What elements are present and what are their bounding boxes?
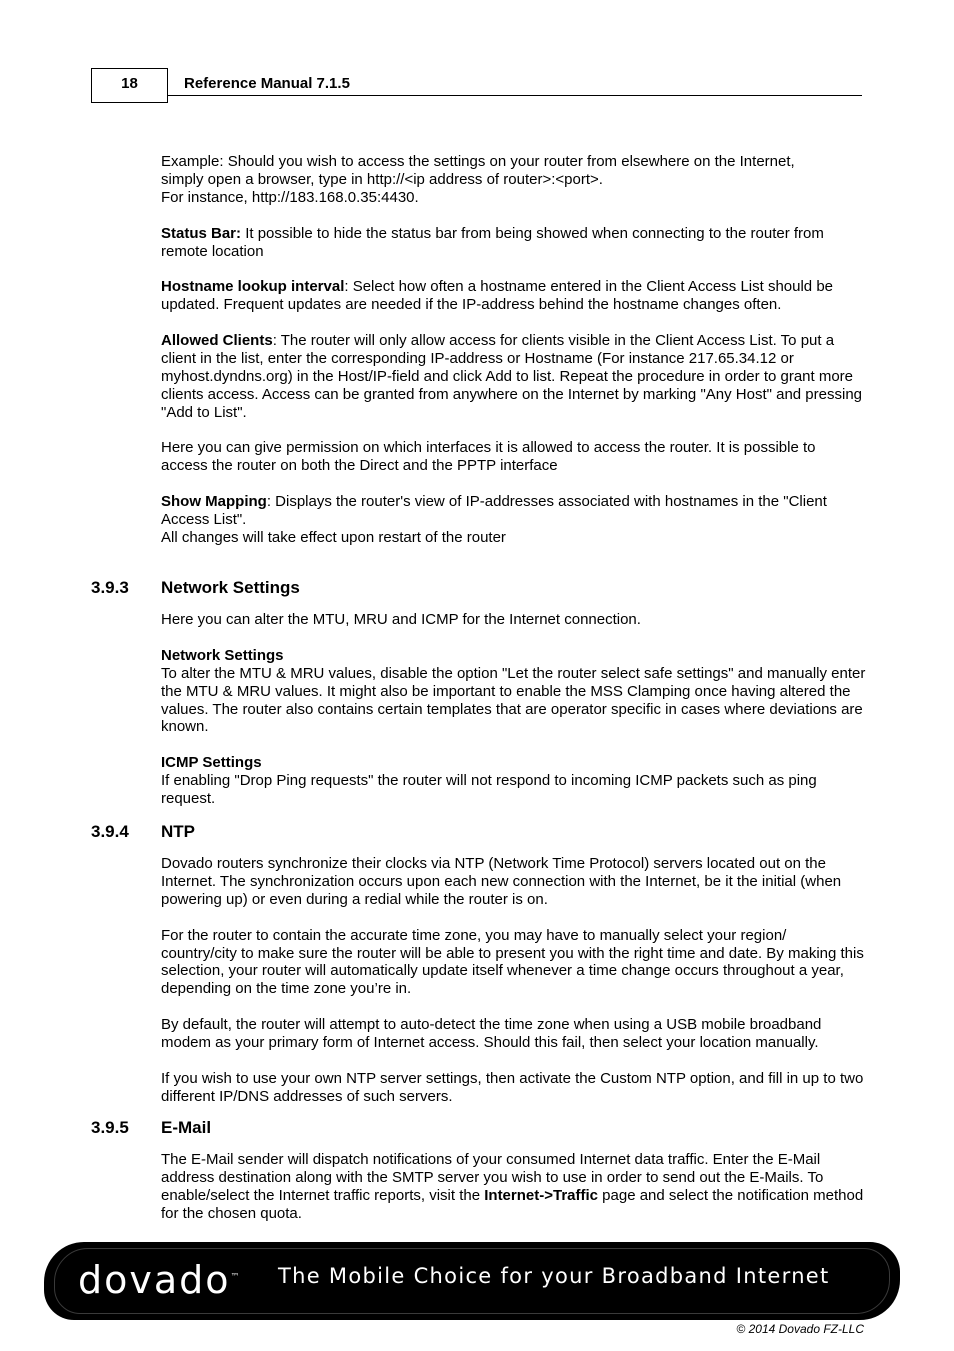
status-bar-text: It possible to hide the status bar from being showed when connecting to the router from remote location [161,224,824,260]
header-divider [168,95,862,96]
copyright-notice: © 2014 Dovado FZ-LLC [736,1322,864,1336]
dovado-logo [78,1258,242,1302]
allowed-clients-label: Allowed Clients [161,332,273,350]
example-line-2: simply open a browser, type in http://<ip address of router>:<port>. [161,170,603,188]
example-line-1: Example: Should you wish to access the settings on your router from elsewhere on the Internet, [161,153,795,170]
section-title: E-Mail [161,1118,212,1137]
section-number: 3.9.5 [91,1118,129,1137]
page-number: 18 [121,75,138,92]
status-bar-paragraph [161,225,866,261]
allowed-clients-paragraph [161,332,866,422]
section-body-395 [161,1151,866,1223]
hostname-label: Hostname lookup interval [161,278,345,296]
icmp-settings-subtitle: ICMP Settings [161,754,262,772]
email-text-before: The E-Mail sender will dispatch notifications of your consumed Internet data traffic. Enter the E-Mail address destination along with the SMTP server you wish to use in order to send out the E-Mails. To enable/select the Internet traffic reports, visit the [161,1151,824,1204]
icmp-settings-text: If enabling "Drop Ping requests" the router will not respond to incoming ICMP packets such as ping request. [161,772,817,808]
status-bar-label: Status Bar: [161,224,242,242]
hostname-paragraph [161,278,866,314]
hostname-text: : Select how often a hostname entered in the Client Access List should be updated. Frequent updates are needed if the IP-address behind the hostname changes often. [161,278,834,314]
network-settings-subtitle: Network Settings [161,646,284,664]
show-mapping-label: Show Mapping [161,493,267,511]
ntp-paragraph-4: If you wish to use your own NTP server settings, then activate the Custom NTP option, and fill in up to two different IP/DNS addresses of such servers. [161,1069,864,1105]
network-settings-text: To alter the MTU & MRU values, disable the option "Let the router select safe settings" and manually enter the MTU & MRU values. It might also be important to enable the MSS Clamping once having altered the values. The router also contains certain templates that are operator specific in cases where deviations are known. [161,664,866,736]
show-mapping-text: : Displays the router's view of IP-addresses associated with hostnames in the "Client Access List". [161,493,827,529]
email-text-after: page and select the notification method for the chosen quota. [161,1186,864,1222]
section-title: Network Settings [161,578,300,597]
page-number-box [91,68,168,103]
ntp-paragraph-3: By default, the router will attempt to auto-detect the time zone when using a USB mobile broadband modem as your primary form of Internet access. Should this fail, then select your location manually. [161,1016,822,1052]
document-title: Reference Manual 7.1.5 [184,75,350,92]
network-intro: Here you can alter the MTU, MRU and ICMP for the Internet connection. [161,611,641,628]
email-traffic-link-text: Internet->Traffic [484,1186,599,1204]
changes-paragraph: All changes will take effect upon restart of the router [161,528,506,546]
ntp-paragraph-2: For the router to contain the accurate time zone, you may have to manually select your region/ country/city to make sure the router will be able to present you with the right time and date. By making this selection, your router will automatically update itself whenever a time change occurs throughout a year, depending on the time zone you’re in. [161,926,864,998]
logo-trademark: ™ [230,1272,242,1283]
logo-text: dovado [78,1258,231,1302]
footer-tagline: The Mobile Choice for your Broadband Internet [278,1264,830,1288]
section-number: 3.9.3 [91,578,129,597]
show-mapping-paragraph [161,493,866,529]
section-title: NTP [161,822,195,841]
example-line-3: For instance, http://183.168.0.35:4430. [161,188,419,206]
allowed-clients-text: : The router will only allow access for clients visible in the Client Access List. To put a client in the list, enter the corresponding IP-address or Hostname (For instance 217.65.34.12 or myhost.dyndns.org) in the Host/IP-field and click Add to list. Repeat the procedure in order to grant more clients access. Access can be granted from anywhere on the Internet by marking "Any Host" and pressing "Add to List". [161,332,863,421]
section-body-393 [161,611,866,808]
ntp-paragraph-1: Dovado routers synchronize their clocks via NTP (Network Time Protocol) servers located out on the Internet. The synchronization occurs upon each new connection with the Internet, be it the initial (when powering up) or even during a redial while the router is on. [161,855,842,908]
example-paragraph [161,153,866,207]
section-body-394 [161,855,866,1106]
email-paragraph [161,1151,866,1223]
intro-section [161,153,866,547]
section-number: 3.9.4 [91,822,129,841]
permission-paragraph: Here you can give permission on which interfaces it is allowed to access the router. It is possible to access the router on both the Direct and the PPTP interface [161,439,816,475]
